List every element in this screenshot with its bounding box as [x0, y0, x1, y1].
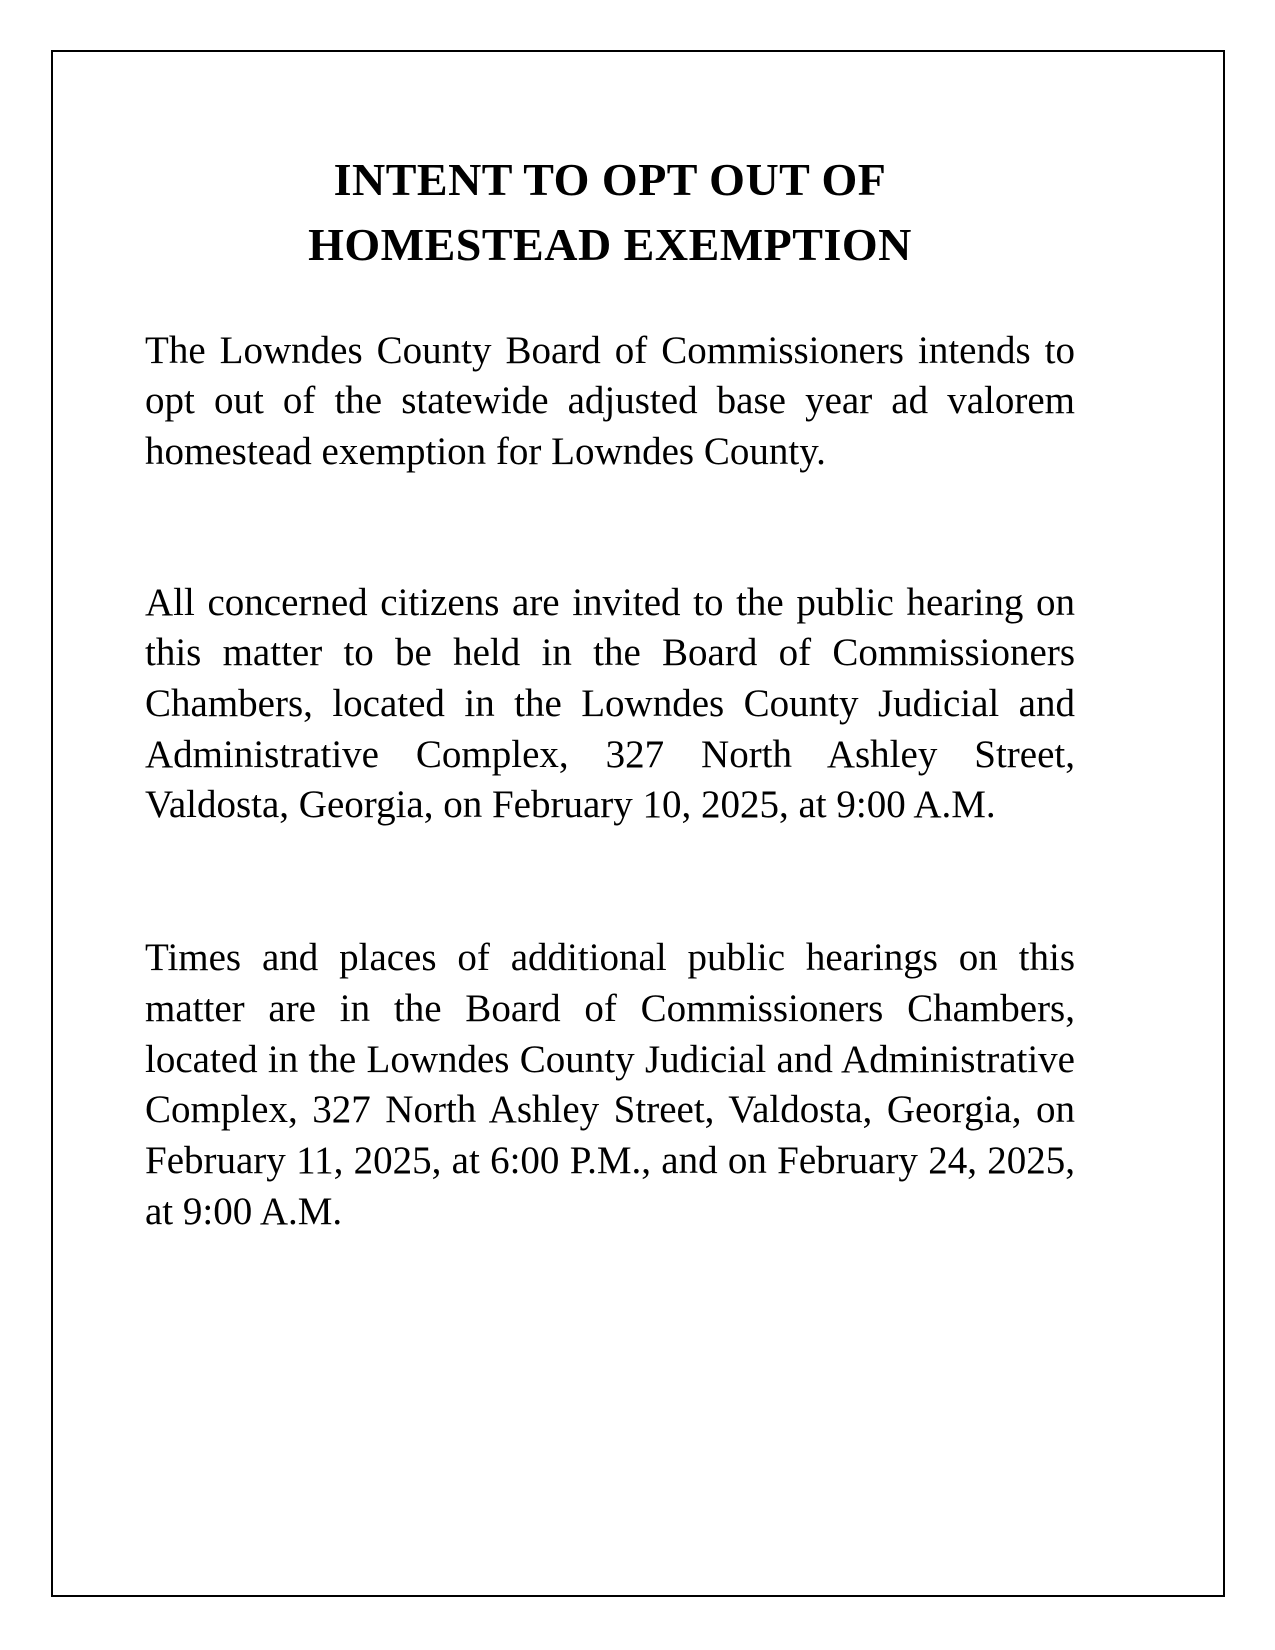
notice-paragraph-public-hearing: All concerned citizens are invited to the public hearing on this matter to be held in the Board of Commissioners Chambers, located in the Lowndes County Judicial and Administrative Complex, 327 North Ashley Street, Valdosta, Georgia, on February 10, 2025, at 9:00 A.M. — [145, 580, 1075, 827]
notice-paragraph-additional-hearings: Times and places of additional public hearings on this matter are in the Board of Commissioners Chambers, located in the Lowndes County Judicial and Administrative Complex, 327 North Ashley Street, Valdosta, Georgia, on February 11, 2025, at 6:00 P.M., and on February 24, 2025, at 9:00 A.M. — [145, 936, 1075, 1233]
spacer-paragraph-2-paragraph-3 — [145, 831, 1075, 933]
notice-paragraph-intent: The Lowndes County Board of Commissioners intends to opt out of the statewide adjusted base year ad valorem homestead exemption for Lowndes County. — [145, 328, 1075, 473]
notice-content — [145, 147, 1075, 1237]
notice-border-frame — [51, 50, 1225, 1597]
title-line-2: HOMESTEAD EXEMPTION — [308, 219, 912, 271]
page-title — [145, 147, 1075, 278]
spacer-title-paragraph-1 — [145, 278, 1075, 326]
spacer-paragraph-1-paragraph-2 — [145, 478, 1075, 578]
title-line-1: INTENT TO OPT OUT OF — [333, 154, 887, 205]
